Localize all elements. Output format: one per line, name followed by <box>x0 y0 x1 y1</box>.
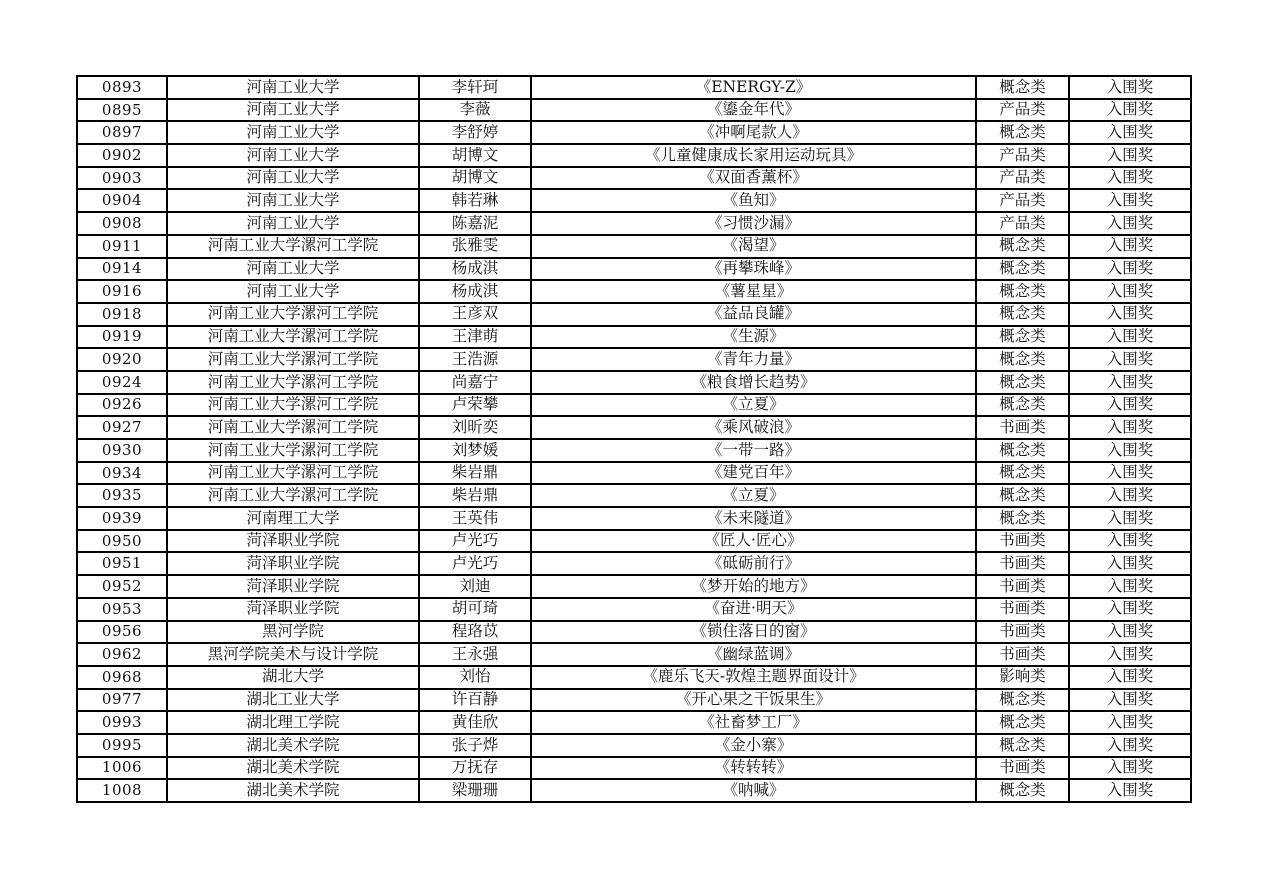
table-row <box>77 621 1191 644</box>
cell-category: 书画类 <box>976 598 1069 621</box>
cell-category: 产品类 <box>976 99 1069 122</box>
cell-entry-number: 0993 <box>77 711 167 734</box>
cell-school: 河南理工大学 <box>167 507 419 530</box>
cell-award: 入围奖 <box>1069 371 1191 394</box>
cell-author: 王英伟 <box>419 507 531 530</box>
cell-entry-number: 0952 <box>77 575 167 598</box>
table-row <box>77 416 1191 439</box>
table-row <box>77 189 1191 212</box>
awards-table <box>76 75 1192 803</box>
cell-school: 湖北工业大学 <box>167 689 419 712</box>
cell-award: 入围奖 <box>1069 598 1191 621</box>
table-row <box>77 76 1191 99</box>
cell-entry-number: 1006 <box>77 757 167 780</box>
cell-work-title: 《奋进·明天》 <box>531 598 976 621</box>
cell-category: 书画类 <box>976 552 1069 575</box>
cell-award: 入围奖 <box>1069 484 1191 507</box>
table-row <box>77 507 1191 530</box>
cell-award: 入围奖 <box>1069 167 1191 190</box>
cell-entry-number: 1008 <box>77 779 167 802</box>
cell-author: 杨成淇 <box>419 258 531 281</box>
cell-work-title: 《转转转》 <box>531 757 976 780</box>
cell-work-title: 《鎏金年代》 <box>531 99 976 122</box>
cell-category: 影响类 <box>976 666 1069 689</box>
cell-school: 河南工业大学 <box>167 121 419 144</box>
cell-school: 菏泽职业学院 <box>167 598 419 621</box>
cell-award: 入围奖 <box>1069 258 1191 281</box>
cell-entry-number: 0977 <box>77 689 167 712</box>
cell-work-title: 《锁住落日的窗》 <box>531 621 976 644</box>
cell-author: 程珞苡 <box>419 621 531 644</box>
cell-school: 湖北美术学院 <box>167 779 419 802</box>
cell-category: 书画类 <box>976 575 1069 598</box>
cell-author: 刘怡 <box>419 666 531 689</box>
cell-work-title: 《生源》 <box>531 326 976 349</box>
cell-work-title: 《社畜梦工厂》 <box>531 711 976 734</box>
cell-author: 张子烨 <box>419 734 531 757</box>
table-row <box>77 121 1191 144</box>
table-row <box>77 643 1191 666</box>
cell-work-title: 《ENERGY-Z》 <box>531 76 976 99</box>
cell-category: 概念类 <box>976 711 1069 734</box>
cell-author: 王浩源 <box>419 348 531 371</box>
cell-category: 概念类 <box>976 280 1069 303</box>
table-row <box>77 689 1191 712</box>
cell-category: 概念类 <box>976 121 1069 144</box>
cell-award: 入围奖 <box>1069 121 1191 144</box>
cell-author: 许百静 <box>419 689 531 712</box>
cell-category: 概念类 <box>976 76 1069 99</box>
cell-author: 张雅雯 <box>419 235 531 258</box>
table-row <box>77 258 1191 281</box>
table-row <box>77 530 1191 553</box>
cell-category: 概念类 <box>976 326 1069 349</box>
table-row <box>77 144 1191 167</box>
cell-author: 柴岩鼎 <box>419 484 531 507</box>
cell-work-title: 《青年力量》 <box>531 348 976 371</box>
cell-author: 李舒婷 <box>419 121 531 144</box>
cell-school: 河南工业大学漯河工学院 <box>167 416 419 439</box>
cell-work-title: 《乘风破浪》 <box>531 416 976 439</box>
cell-school: 河南工业大学漯河工学院 <box>167 303 419 326</box>
cell-school: 河南工业大学 <box>167 76 419 99</box>
cell-school: 河南工业大学漯河工学院 <box>167 484 419 507</box>
cell-award: 入围奖 <box>1069 643 1191 666</box>
cell-school: 河南工业大学 <box>167 212 419 235</box>
cell-author: 万抚存 <box>419 757 531 780</box>
cell-entry-number: 0962 <box>77 643 167 666</box>
table-row <box>77 394 1191 417</box>
cell-entry-number: 0939 <box>77 507 167 530</box>
table-row <box>77 371 1191 394</box>
cell-award: 入围奖 <box>1069 621 1191 644</box>
cell-school: 菏泽职业学院 <box>167 552 419 575</box>
cell-author: 李轩珂 <box>419 76 531 99</box>
cell-entry-number: 0918 <box>77 303 167 326</box>
cell-school: 河南工业大学 <box>167 189 419 212</box>
cell-work-title: 《梦开始的地方》 <box>531 575 976 598</box>
cell-work-title: 《粮食增长趋势》 <box>531 371 976 394</box>
cell-award: 入围奖 <box>1069 530 1191 553</box>
cell-award: 入围奖 <box>1069 507 1191 530</box>
cell-entry-number: 0916 <box>77 280 167 303</box>
cell-award: 入围奖 <box>1069 348 1191 371</box>
cell-work-title: 《幽绿蓝调》 <box>531 643 976 666</box>
cell-school: 湖北大学 <box>167 666 419 689</box>
cell-entry-number: 0953 <box>77 598 167 621</box>
table-row <box>77 235 1191 258</box>
cell-work-title: 《冲啊尾款人》 <box>531 121 976 144</box>
table-row <box>77 326 1191 349</box>
cell-author: 杨成淇 <box>419 280 531 303</box>
cell-award: 入围奖 <box>1069 757 1191 780</box>
cell-author: 卢荣攀 <box>419 394 531 417</box>
awards-table-body <box>77 76 1191 802</box>
cell-school: 河南工业大学 <box>167 280 419 303</box>
cell-work-title: 《双面香薰杯》 <box>531 167 976 190</box>
cell-work-title: 《开心果之干饭果生》 <box>531 689 976 712</box>
cell-award: 入围奖 <box>1069 326 1191 349</box>
cell-entry-number: 0914 <box>77 258 167 281</box>
table-row <box>77 552 1191 575</box>
cell-entry-number: 0926 <box>77 394 167 417</box>
cell-school: 湖北理工学院 <box>167 711 419 734</box>
cell-school: 菏泽职业学院 <box>167 575 419 598</box>
cell-work-title: 《呐喊》 <box>531 779 976 802</box>
cell-category: 概念类 <box>976 394 1069 417</box>
cell-work-title: 《再攀珠峰》 <box>531 258 976 281</box>
cell-entry-number: 0908 <box>77 212 167 235</box>
cell-entry-number: 0911 <box>77 235 167 258</box>
cell-award: 入围奖 <box>1069 144 1191 167</box>
table-row <box>77 212 1191 235</box>
cell-school: 河南工业大学漯河工学院 <box>167 235 419 258</box>
cell-school: 湖北美术学院 <box>167 757 419 780</box>
cell-award: 入围奖 <box>1069 76 1191 99</box>
table-row <box>77 280 1191 303</box>
cell-work-title: 《匠人·匠心》 <box>531 530 976 553</box>
table-row <box>77 99 1191 122</box>
cell-award: 入围奖 <box>1069 235 1191 258</box>
cell-school: 湖北美术学院 <box>167 734 419 757</box>
cell-author: 王彦双 <box>419 303 531 326</box>
cell-entry-number: 0895 <box>77 99 167 122</box>
cell-category: 书画类 <box>976 416 1069 439</box>
cell-author: 卢光巧 <box>419 530 531 553</box>
table-row <box>77 666 1191 689</box>
cell-award: 入围奖 <box>1069 734 1191 757</box>
table-row <box>77 348 1191 371</box>
cell-school: 河南工业大学 <box>167 258 419 281</box>
cell-category: 概念类 <box>976 484 1069 507</box>
cell-award: 入围奖 <box>1069 99 1191 122</box>
cell-work-title: 《立夏》 <box>531 484 976 507</box>
cell-category: 概念类 <box>976 235 1069 258</box>
cell-entry-number: 0995 <box>77 734 167 757</box>
cell-school: 河南工业大学漯河工学院 <box>167 326 419 349</box>
cell-author: 卢光巧 <box>419 552 531 575</box>
cell-school: 河南工业大学漯河工学院 <box>167 394 419 417</box>
cell-entry-number: 0893 <box>77 76 167 99</box>
cell-author: 尚嘉宁 <box>419 371 531 394</box>
cell-work-title: 《鹿乐飞天-敦煌主题界面设计》 <box>531 666 976 689</box>
cell-author: 胡可琦 <box>419 598 531 621</box>
cell-category: 书画类 <box>976 757 1069 780</box>
cell-work-title: 《建党百年》 <box>531 462 976 485</box>
cell-work-title: 《金小寨》 <box>531 734 976 757</box>
cell-award: 入围奖 <box>1069 711 1191 734</box>
cell-award: 入围奖 <box>1069 439 1191 462</box>
cell-entry-number: 0903 <box>77 167 167 190</box>
cell-author: 王津萌 <box>419 326 531 349</box>
cell-entry-number: 0904 <box>77 189 167 212</box>
cell-award: 入围奖 <box>1069 666 1191 689</box>
cell-entry-number: 0935 <box>77 484 167 507</box>
cell-category: 书画类 <box>976 530 1069 553</box>
cell-author: 韩若琳 <box>419 189 531 212</box>
cell-school: 河南工业大学 <box>167 167 419 190</box>
cell-school: 河南工业大学漯河工学院 <box>167 439 419 462</box>
cell-entry-number: 0934 <box>77 462 167 485</box>
cell-category: 概念类 <box>976 779 1069 802</box>
cell-entry-number: 0902 <box>77 144 167 167</box>
cell-work-title: 《一带一路》 <box>531 439 976 462</box>
cell-work-title: 《立夏》 <box>531 394 976 417</box>
table-row <box>77 734 1191 757</box>
cell-award: 入围奖 <box>1069 689 1191 712</box>
cell-category: 产品类 <box>976 167 1069 190</box>
cell-entry-number: 0919 <box>77 326 167 349</box>
cell-author: 王永强 <box>419 643 531 666</box>
cell-work-title: 《未来隧道》 <box>531 507 976 530</box>
cell-author: 梁珊珊 <box>419 779 531 802</box>
cell-category: 书画类 <box>976 621 1069 644</box>
table-row <box>77 167 1191 190</box>
cell-author: 胡博文 <box>419 144 531 167</box>
cell-work-title: 《薯星星》 <box>531 280 976 303</box>
cell-entry-number: 0968 <box>77 666 167 689</box>
cell-category: 产品类 <box>976 212 1069 235</box>
cell-author: 刘昕奕 <box>419 416 531 439</box>
cell-category: 概念类 <box>976 258 1069 281</box>
cell-school: 河南工业大学 <box>167 144 419 167</box>
table-row <box>77 303 1191 326</box>
table-row <box>77 779 1191 802</box>
cell-award: 入围奖 <box>1069 394 1191 417</box>
cell-work-title: 《习惯沙漏》 <box>531 212 976 235</box>
table-row <box>77 575 1191 598</box>
cell-category: 概念类 <box>976 439 1069 462</box>
cell-school: 河南工业大学 <box>167 99 419 122</box>
cell-award: 入围奖 <box>1069 462 1191 485</box>
cell-category: 书画类 <box>976 643 1069 666</box>
cell-author: 刘梦媛 <box>419 439 531 462</box>
cell-work-title: 《鱼知》 <box>531 189 976 212</box>
cell-author: 陈嘉泥 <box>419 212 531 235</box>
table-row <box>77 484 1191 507</box>
cell-category: 概念类 <box>976 371 1069 394</box>
cell-entry-number: 0951 <box>77 552 167 575</box>
cell-entry-number: 0920 <box>77 348 167 371</box>
cell-award: 入围奖 <box>1069 779 1191 802</box>
cell-entry-number: 0930 <box>77 439 167 462</box>
cell-entry-number: 0950 <box>77 530 167 553</box>
cell-award: 入围奖 <box>1069 280 1191 303</box>
table-row <box>77 439 1191 462</box>
cell-work-title: 《砥砺前行》 <box>531 552 976 575</box>
cell-category: 概念类 <box>976 734 1069 757</box>
table-row <box>77 757 1191 780</box>
cell-author: 柴岩鼎 <box>419 462 531 485</box>
cell-entry-number: 0927 <box>77 416 167 439</box>
cell-award: 入围奖 <box>1069 416 1191 439</box>
table-row <box>77 711 1191 734</box>
cell-work-title: 《渴望》 <box>531 235 976 258</box>
cell-award: 入围奖 <box>1069 189 1191 212</box>
table-row <box>77 462 1191 485</box>
cell-author: 李薇 <box>419 99 531 122</box>
cell-school: 河南工业大学漯河工学院 <box>167 348 419 371</box>
cell-entry-number: 0924 <box>77 371 167 394</box>
cell-entry-number: 0897 <box>77 121 167 144</box>
cell-category: 概念类 <box>976 689 1069 712</box>
cell-school: 河南工业大学漯河工学院 <box>167 371 419 394</box>
cell-award: 入围奖 <box>1069 552 1191 575</box>
cell-author: 胡博文 <box>419 167 531 190</box>
cell-work-title: 《儿童健康成长家用运动玩具》 <box>531 144 976 167</box>
cell-school: 黑河学院 <box>167 621 419 644</box>
cell-author: 刘迪 <box>419 575 531 598</box>
cell-work-title: 《益品良罐》 <box>531 303 976 326</box>
cell-school: 黑河学院美术与设计学院 <box>167 643 419 666</box>
cell-category: 概念类 <box>976 303 1069 326</box>
cell-entry-number: 0956 <box>77 621 167 644</box>
cell-category: 概念类 <box>976 507 1069 530</box>
cell-school: 菏泽职业学院 <box>167 530 419 553</box>
cell-category: 概念类 <box>976 348 1069 371</box>
table-row <box>77 598 1191 621</box>
cell-award: 入围奖 <box>1069 575 1191 598</box>
cell-school: 河南工业大学漯河工学院 <box>167 462 419 485</box>
cell-award: 入围奖 <box>1069 303 1191 326</box>
cell-category: 产品类 <box>976 189 1069 212</box>
cell-award: 入围奖 <box>1069 212 1191 235</box>
cell-category: 产品类 <box>976 144 1069 167</box>
cell-author: 黄佳欣 <box>419 711 531 734</box>
cell-category: 概念类 <box>976 462 1069 485</box>
